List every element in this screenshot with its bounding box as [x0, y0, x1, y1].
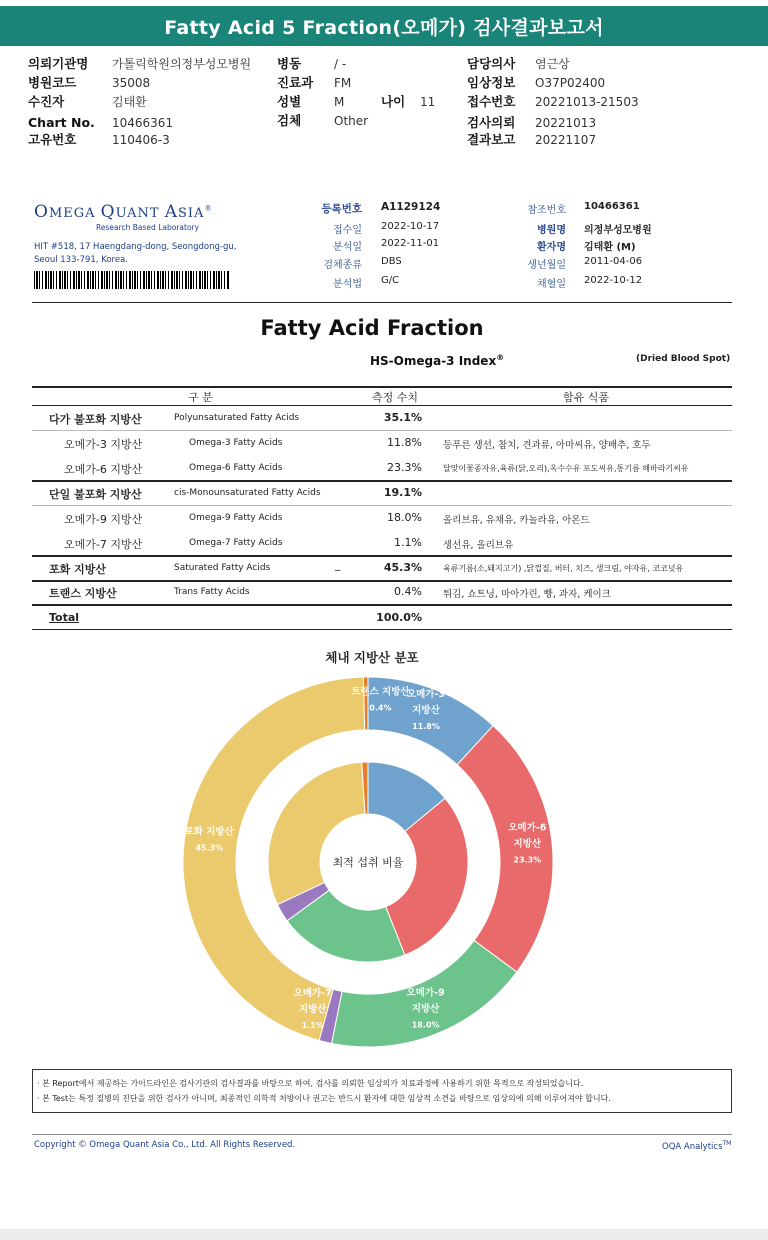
sex-value: M — [334, 95, 345, 109]
chart-no-value: 10466361 — [112, 116, 174, 130]
slice-label-3-2: 1.1% — [301, 1021, 324, 1031]
total-value: 100.0% — [376, 611, 422, 624]
group-rule — [32, 604, 732, 606]
row-omega3-eng: Omega-3 Fatty Acids — [189, 438, 283, 448]
group-rule — [32, 555, 732, 557]
patient-name-label: 환자명 — [537, 242, 566, 253]
row-sfa-dash: _ — [335, 558, 341, 571]
row-omega3-value: 11.8% — [387, 436, 422, 449]
bottom-band — [0, 1229, 768, 1240]
request-value: 20221013 — [535, 116, 597, 130]
row-omega9-value: 18.0% — [387, 511, 422, 524]
report-title: Fatty Acid 5 Fraction(오메가) 검사결과보고서 — [0, 6, 768, 46]
hospital-code-value: 35008 — [112, 76, 151, 90]
brand: OQA Analytics™ — [662, 1140, 732, 1152]
row-pufa-name: 다가 불포화 지방산 — [49, 413, 142, 426]
sex-label: 성별 — [277, 94, 302, 109]
total-label: Total — [49, 611, 80, 624]
lab-address-line2: Seoul 133-791, Korea. — [34, 255, 128, 265]
row-omega7-value: 1.1% — [394, 536, 422, 549]
result-value: 20221107 — [535, 133, 597, 147]
dried-blood-spot-note: (Dried Blood Spot) — [636, 354, 731, 364]
reg-no-label: 등록번호 — [321, 203, 362, 215]
age-label: 나이 — [381, 94, 406, 109]
row-divider — [32, 505, 732, 506]
dob-value: 2011-04-06 — [584, 256, 643, 267]
row-omega6-foods: 달맞이꽃종자유,육류(닭,오리),옥수수유 포도씨유,통기름 해바라기씨유 — [443, 464, 689, 473]
barcode — [34, 271, 230, 289]
collected-value: 2022-10-12 — [584, 275, 643, 286]
specimen-value: Other — [334, 114, 369, 128]
patient-label: 수진자 — [28, 94, 65, 109]
table-top-rule — [32, 386, 732, 388]
hospital-name-label: 병원명 — [537, 225, 566, 236]
hospital-code-label: 병원코드 — [28, 75, 77, 90]
row-pufa-value: 35.1% — [383, 411, 422, 424]
ward-label: 병동 — [277, 56, 302, 71]
table-bottom-rule — [32, 629, 732, 630]
hospital-name-value: 의정부성모병원 — [584, 225, 652, 236]
center-label: 최적 섭취 비율 — [332, 856, 404, 869]
lab-address-line1: HIT #518, 17 Haengdang-dong, Seongdong-gu, — [34, 242, 237, 252]
lab-logo-subtitle: Research Based Laboratory — [96, 223, 200, 232]
section-title: Fatty Acid Fraction — [260, 316, 484, 340]
slice-label-0-1: 지방산 — [412, 704, 440, 716]
row-pufa-eng: Polyunsaturated Fatty Acids — [174, 413, 300, 423]
row-sfa-foods: 육류기름(소,돼지고기) ,닭껍질, 버터, 치즈, 생크림, 야자유, 코코넛유 — [443, 564, 684, 573]
slice-label-1-1: 지방산 — [513, 838, 542, 850]
header-category: 구 분 — [188, 391, 213, 404]
table-header-rule — [32, 405, 732, 406]
request-label: 검사의뢰 — [467, 115, 516, 130]
row-sfa-value: 45.3% — [383, 561, 422, 574]
row-omega3-foods: 등푸른 생선, 참치, 견과류, 아마씨유, 양배추, 호두 — [443, 440, 651, 451]
collected-label: 채혈일 — [537, 279, 566, 290]
dept-value: FM — [334, 76, 352, 90]
slice-label-5-0: 트랜스 지방산 — [351, 686, 410, 698]
ref-no-value: 10466361 — [584, 201, 640, 212]
row-trans-foods: 튀김, 쇼트닝, 마아가린, 빵, 과자, 케이크 — [443, 589, 611, 600]
row-sfa-eng: Saturated Fatty Acids — [174, 563, 271, 573]
header-foods: 함유 식품 — [563, 391, 610, 404]
doctor-value: 염근상 — [535, 57, 570, 71]
clinical-value: O37P02400 — [535, 76, 606, 90]
row-omega6-name: 오메가-6 지방산 — [64, 463, 143, 476]
index-title: HS-Omega-3 Index® — [370, 353, 505, 368]
slice-label-4-1: 45.3% — [195, 843, 224, 853]
ref-no-label: 참조번호 — [527, 205, 566, 216]
row-mufa-name: 단일 불포화 지방산 — [49, 488, 142, 501]
row-sfa-name: 포화 지방산 — [49, 563, 106, 576]
row-omega9-eng: Omega-9 Fatty Acids — [189, 513, 283, 523]
slice-label-5-1: 0.4% — [369, 703, 392, 713]
disclaimer-line-1: · 본 Report에서 제공하는 가이드라인은 검사기관의 검사결과를 바탕으로 하여, 검사를 의뢰한 임상의가 치료과정에 사용하기 위한 목적으로 작성되었습니다. — [37, 1079, 584, 1088]
unique-no-value: 110406-3 — [112, 133, 170, 147]
slice-label-2-0: 오메가-9 — [406, 987, 445, 999]
ward-value: / - — [334, 57, 347, 71]
row-omega6-value: 23.3% — [387, 461, 422, 474]
row-omega9-name: 오메가-9 지방산 — [64, 513, 143, 526]
dob-label: 생년월일 — [527, 260, 566, 271]
group-rule — [32, 580, 732, 582]
sample-type-value: DBS — [381, 256, 402, 267]
clinical-label: 임상정보 — [467, 75, 516, 90]
sample-type-label: 검체종류 — [323, 260, 362, 271]
method-value: G/C — [381, 275, 400, 286]
disclaimer-line-2: · 본 Test는 특정 질병의 진단을 위한 검사가 아니며, 최종적인 의학적 처방이나 권고는 반드시 환자에 대한 임상적 소견을 바탕으로 임상의에 의해 이루어져야 합니다. — [37, 1094, 611, 1103]
slice-label-0-2: 11.8% — [412, 721, 440, 731]
slice-label-0-0: 오메가-3 — [406, 688, 446, 700]
doctor-label: 담당의사 — [467, 56, 516, 71]
lab-logo: OMEGA QUANT ASIA® — [34, 202, 213, 222]
row-omega6-eng: Omega-6 Fatty Acids — [189, 463, 283, 473]
analyzed-label: 분석일 — [333, 242, 362, 253]
institution-value: 가톨릭학원의정부성모병원 — [112, 57, 252, 71]
institution-label: 의뢰기관명 — [28, 56, 89, 71]
outer-slice-5 — [363, 677, 368, 730]
copyright: Copyright © Omega Quant Asia Co., Ltd. All Rights Reserved. — [34, 1140, 296, 1150]
slice-label-3-1: 지방산 — [298, 1004, 327, 1016]
receipt-value: 20221013-21503 — [535, 95, 639, 109]
received-value: 2022-10-17 — [381, 221, 440, 232]
slice-label-2-1: 지방산 — [411, 1003, 440, 1015]
row-omega7-eng: Omega-7 Fatty Acids — [189, 538, 283, 548]
received-label: 접수일 — [333, 225, 362, 236]
group-rule — [32, 480, 732, 482]
row-trans-value: 0.4% — [394, 585, 422, 598]
row-omega9-foods: 올리브유, 유채유, 카놀라유, 아몬드 — [443, 515, 590, 526]
result-label: 결과보고 — [467, 132, 516, 147]
header-measured: 측정 수치 — [372, 391, 419, 404]
method-label: 분석법 — [333, 279, 362, 290]
patient-name-value: 김태환 (M) — [584, 242, 636, 253]
row-omega7-foods: 생선유, 올리브유 — [443, 540, 514, 551]
fatty-acid-donut-chart — [168, 670, 568, 1060]
row-trans-name: 트랜스 지방산 — [49, 587, 117, 600]
chart-title: 체내 지방산 분포 — [325, 650, 419, 665]
unique-no-label: 고유번호 — [28, 132, 77, 147]
reg-no-value: A1129124 — [381, 201, 441, 213]
patient-value: 김태환 — [112, 95, 147, 109]
disclaimer-box — [32, 1069, 732, 1113]
slice-label-4-0: 포화 지방산 — [184, 826, 234, 838]
slice-label-1-0: 오메가-6 — [508, 822, 547, 834]
slice-label-1-2: 23.3% — [513, 855, 542, 865]
row-mufa-eng: cis-Monounsaturated Fatty Acids — [174, 488, 321, 498]
footer-rule — [32, 1134, 732, 1135]
slice-label-3-0: 오메가-7 — [293, 988, 332, 1000]
section-divider — [32, 302, 732, 303]
row-divider — [32, 430, 732, 431]
specimen-label: 검체 — [277, 113, 302, 128]
row-omega3-name: 오메가-3 지방산 — [64, 438, 143, 451]
analyzed-value: 2022-11-01 — [381, 238, 440, 249]
chart-no-label: Chart No. — [28, 115, 95, 130]
row-omega7-name: 오메가-7 지방산 — [64, 538, 143, 551]
row-trans-eng: Trans Fatty Acids — [174, 587, 250, 597]
slice-label-2-2: 18.0% — [411, 1020, 440, 1030]
age-value: 11 — [420, 95, 436, 109]
dept-label: 진료과 — [277, 75, 314, 90]
receipt-label: 접수번호 — [467, 94, 516, 109]
row-mufa-value: 19.1% — [383, 486, 422, 499]
